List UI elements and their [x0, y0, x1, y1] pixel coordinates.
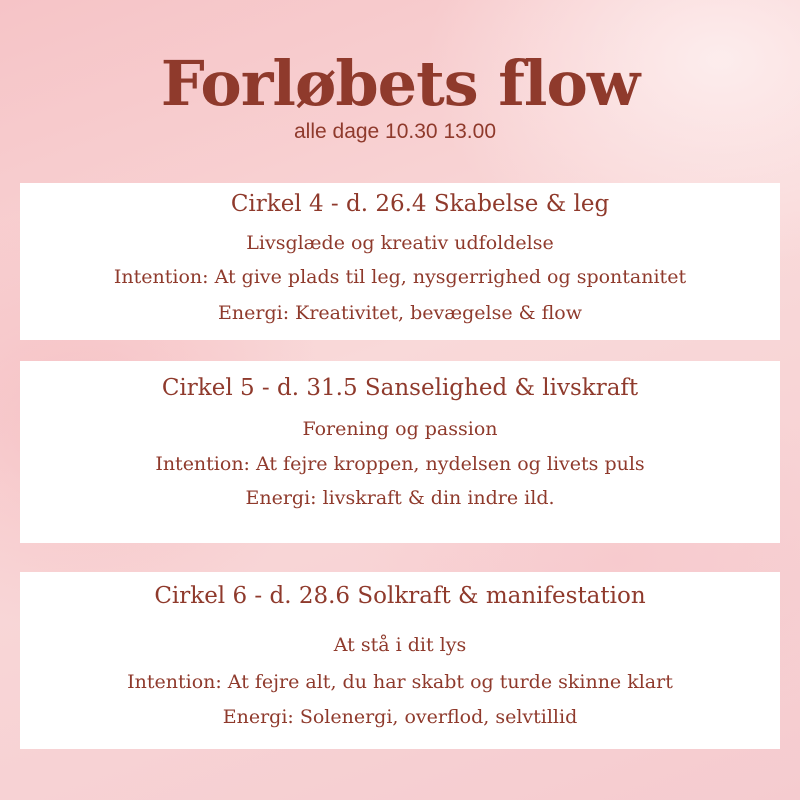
circle-theme: Forening og passion [302, 418, 498, 440]
circle-card-4 [20, 183, 780, 340]
circle-card-5 [20, 361, 780, 543]
circle-energy: Energi: livskraft & din indre ild. [245, 487, 555, 509]
circle-intention: Intention: At fejre kroppen, nydelsen og livets puls [155, 453, 645, 475]
circle-energy: Energi: Solenergi, overflod, selvtillid [222, 706, 578, 728]
circle-intention: Intention: At give plads til leg, nysgerrighed og spontanitet [113, 266, 687, 288]
page-title: Forløbets flow [160, 47, 640, 120]
circle-energy: Energi: Kreativitet, bevægelse & flow [218, 302, 582, 324]
circle-theme: Livsglæde og kreativ udfoldelse [246, 232, 554, 254]
circle-card-6 [20, 572, 780, 749]
circle-theme: At stå i dit lys [333, 634, 467, 656]
circle-heading: Cirkel 6 - d. 28.6 Solkraft & manifestation [154, 583, 646, 609]
circle-heading: Cirkel 5 - d. 31.5 Sanselighed & livskraft [161, 375, 639, 401]
page-subtitle: alle dage 10.30 13.00 [293, 120, 496, 143]
circle-intention: Intention: At fejre alt, du har skabt og turde skinne klart [127, 671, 673, 693]
circle-heading: Cirkel 4 - d. 26.4 Skabelse & leg [230, 191, 610, 217]
